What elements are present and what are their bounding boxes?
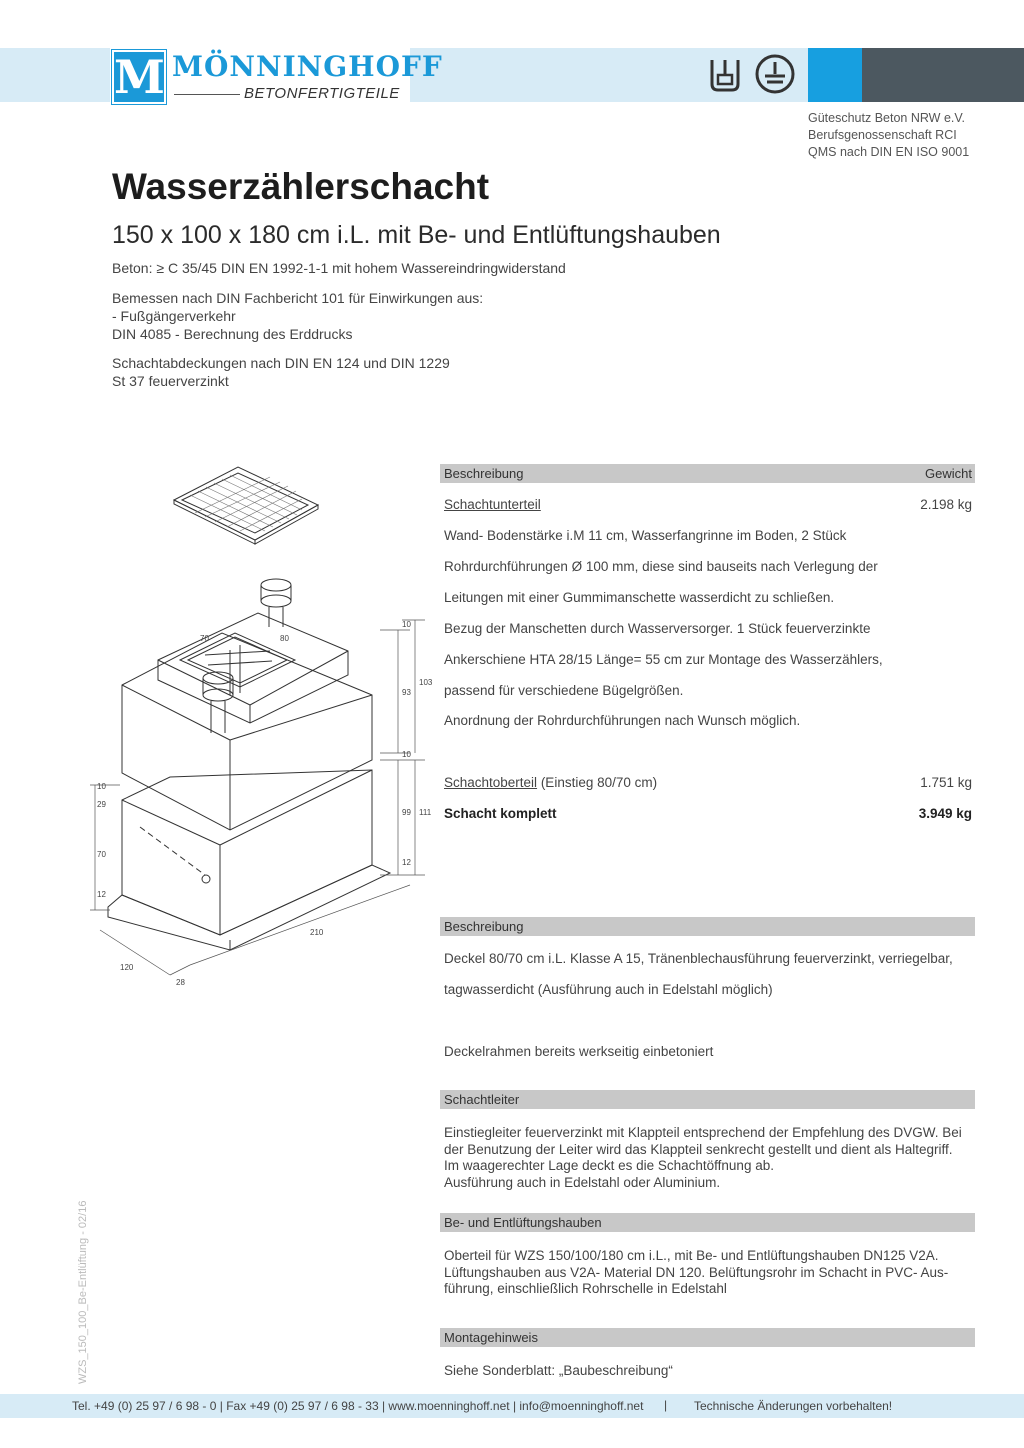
footer-separator: | (664, 1398, 668, 1412)
oberteil-label: Schachtoberteil (444, 775, 538, 790)
hauben-line: führung, einschließlich Rohrschelle in Edelstahl (444, 1281, 727, 1296)
page-subtitle: 150 x 100 x 180 cm i.L. mit Be- und Entlüftungshauben (112, 221, 721, 249)
leiter-line: der Benutzung der Leiter wird das Klappteil senkrecht gestellt und dient als Haltegriff. (444, 1141, 953, 1157)
dim-label: 80 (280, 634, 289, 643)
header-dark-block (862, 48, 1024, 102)
table1-header-right: Gewicht (925, 466, 972, 481)
oberteil-suffix: (Einstieg 80/70 cm) (537, 775, 658, 790)
dim-label: 12 (402, 858, 411, 867)
dim-label: 70 (200, 634, 209, 643)
intro-line: Bemessen nach DIN Fachbericht 101 für Einwirkungen aus: (112, 290, 484, 306)
hauben-header (440, 1213, 975, 1232)
footer-contact: Tel. +49 (0) 25 97 / 6 98 - 0 | Fax +49 (0) 25 97 / 6 98 - 33 | www.moenninghoff.net | info@moenninghoff.net (72, 1399, 644, 1413)
header-accent-block (808, 48, 862, 102)
dim-label: 70 (97, 850, 106, 859)
dim-label: 10 (402, 620, 411, 629)
intro-line: DIN 4085 - Berechnung des Erddrucks (112, 326, 353, 342)
intro-line: Schachtabdeckungen nach DIN EN 124 und DIN 1229 (112, 355, 450, 371)
footer-note: Technische Änderungen vorbehalten! (694, 1399, 893, 1413)
company-logo-mark: M (114, 50, 165, 104)
lower-shaft-drawing (108, 770, 390, 950)
certification-item: Berufsgenossenschaft RCI (808, 128, 957, 142)
intro-bemessen (112, 289, 483, 343)
intro-line: - Fußgängerverkehr (112, 308, 236, 324)
dimension-lines (90, 620, 425, 975)
table2-header (440, 917, 975, 936)
oberteil-weight: 1.751 kg (920, 775, 972, 790)
hauben-paragraph (444, 1248, 976, 1298)
montage-header-label: Montagehinweis (444, 1330, 538, 1345)
unterteil-line: Ankerschiene HTA 28/15 Länge= 55 cm zur Montage des Wasserzählers, (444, 652, 883, 667)
certification-list (808, 110, 969, 161)
shaft-technical-drawing (80, 455, 440, 1025)
dim-label: 111 (419, 808, 432, 817)
deckelrahmen-note: Deckelrahmen bereits werkseitig einbetoniert (444, 1044, 714, 1059)
deckel-line: tagwasserdicht (Ausführung auch in Edelstahl möglich) (444, 982, 773, 997)
upper-shaft-drawing (122, 579, 372, 830)
intro-beton (112, 259, 566, 277)
cover-plate-drawing (174, 467, 318, 544)
hauben-line: Lüftungshauben aus V2A- Material DN 120. Belüftungsrohr im Schacht in PVC- Aus- (444, 1264, 949, 1280)
unterteil-weight: 2.198 kg (920, 497, 972, 512)
dim-label: 99 (402, 808, 411, 817)
company-name: MÖNNINGHOFF (172, 50, 443, 83)
dim-label: 210 (310, 928, 324, 937)
dim-label: 10 (97, 782, 106, 791)
leiter-line: Ausführung auch in Edelstahl oder Aluminium. (444, 1174, 721, 1190)
table2-header-label: Beschreibung (444, 919, 524, 934)
hauben-header-label: Be- und Entlüftungshauben (444, 1215, 602, 1230)
document-code: WZS_150_100_Be-Entlüftung - 02/16 (77, 1200, 89, 1384)
leiter-line: Einstiegleiter feuerverzinkt mit Klappteil entsprechend der Empfehlung des DVGW. Bei (444, 1125, 962, 1140)
page-title: Wasserzählerschacht (112, 166, 490, 207)
certification-item: QMS nach DIN EN ISO 9001 (808, 145, 970, 159)
unterteil-line: passend für verschiedene Bügelgrößen. (444, 683, 684, 698)
dim-label: 103 (419, 678, 433, 687)
hauben-line: Oberteil für WZS 150/100/180 cm i.L., mit Be- und Entlüftungshauben DN125 V2A. (444, 1248, 939, 1263)
intro-line: St 37 feuerverzinkt (112, 373, 229, 389)
dim-label: 10 (402, 750, 411, 759)
dim-label: 93 (402, 688, 411, 697)
table1-header (440, 464, 975, 483)
komplett-weight: 3.949 kg (918, 806, 972, 821)
oberteil-row (444, 775, 657, 790)
leiter-line: Im waagerechter Lage deckt es die Schachtöffnung ab. (444, 1158, 774, 1173)
intro-line: Beton: ≥ C 35/45 DIN EN 1992-1-1 mit hohem Wassereindringwiderstand (112, 260, 566, 276)
logo-divider (174, 94, 240, 95)
leiter-paragraph (444, 1125, 976, 1191)
building-safety-icon (753, 52, 797, 96)
unterteil-line: Wand- Bodenstärke i.M 11 cm, Wasserfangrinne im Boden, 2 Stück (444, 528, 847, 543)
unterteil-label: Schachtunterteil (444, 497, 541, 512)
montage-header (440, 1328, 975, 1347)
intro-abdeckung (112, 354, 450, 390)
dim-label: 12 (97, 890, 106, 899)
deckel-line: Deckel 80/70 cm i.L. Klasse A 15, Tränenblechausführung feuerverzinkt, verriegelbar, (444, 951, 953, 966)
komplett-label: Schacht komplett (444, 806, 557, 821)
leiter-header-label: Schachtleiter (444, 1092, 520, 1107)
montage-text: Siehe Sonderblatt: „Baubeschreibung“ (444, 1363, 673, 1378)
unterteil-line: Rohrdurchführungen Ø 100 mm, diese sind bauseits nach Verlegung der (444, 559, 878, 574)
quality-seal-icon (703, 52, 747, 96)
table1-header-left: Beschreibung (444, 466, 524, 481)
certification-item: Güteschutz Beton NRW e.V. (808, 111, 966, 125)
dim-label: 120 (120, 963, 134, 972)
dim-label: 29 (97, 800, 106, 809)
leiter-header (440, 1090, 975, 1109)
unterteil-line: Anordnung der Rohrdurchführungen nach Wunsch möglich. (444, 713, 801, 728)
dim-label: 28 (176, 978, 185, 987)
unterteil-line: Leitungen mit einer Gummimanschette wasserdicht zu schließen. (444, 590, 835, 605)
company-tagline: BETONFERTIGTEILE (244, 85, 400, 102)
unterteil-line: Bezug der Manschetten durch Wasserversorger. 1 Stück feuerverzinkte (444, 621, 871, 636)
